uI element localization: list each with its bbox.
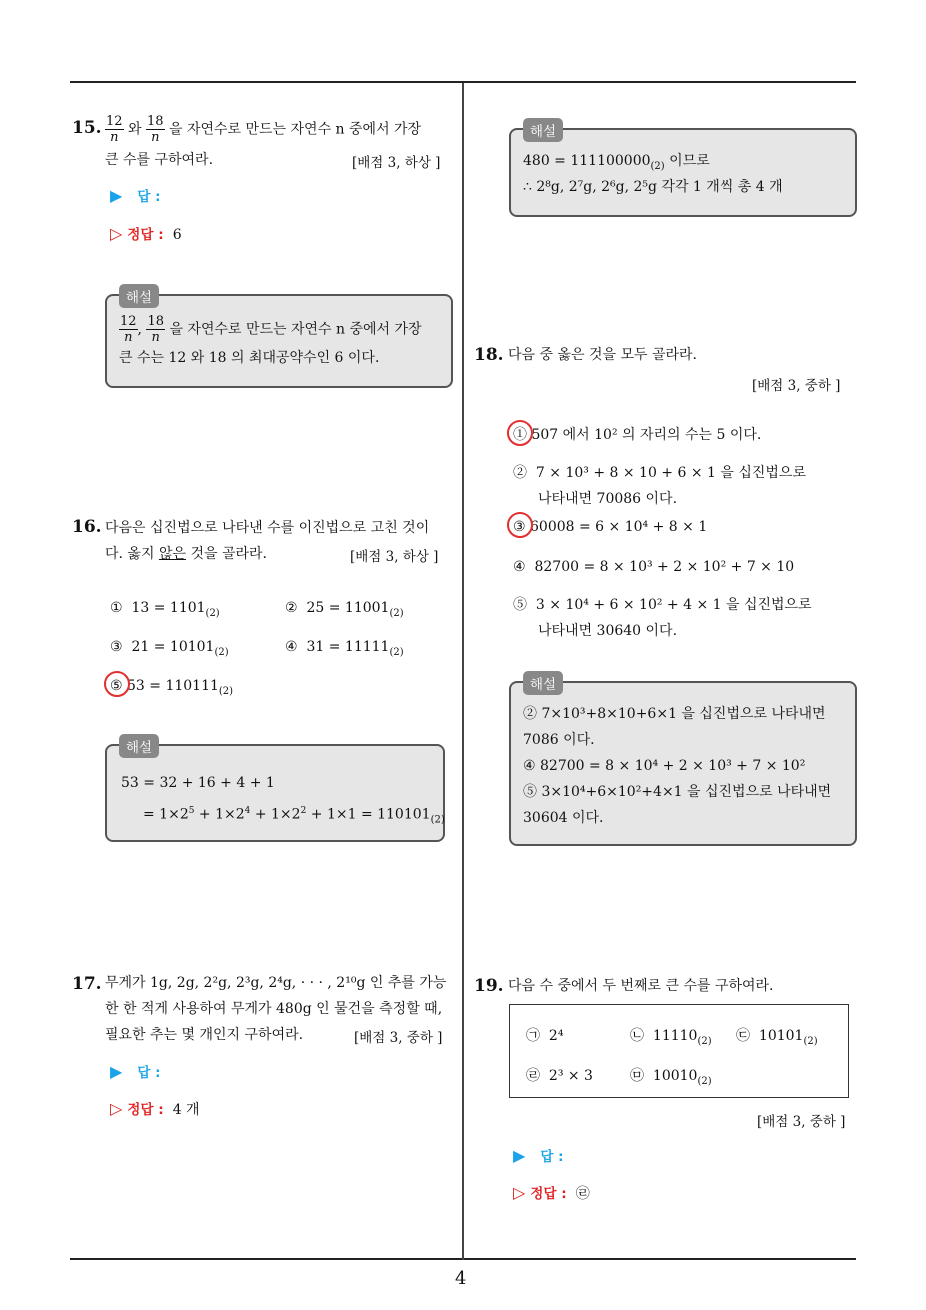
solution-tag: 해설 [119, 734, 159, 758]
correct-answer-row-19 [513, 1181, 590, 1207]
answer-row-17 [110, 1061, 161, 1081]
question-17-line1: 무게가 1g, 2g, 2²g, 2³g, 2⁴g, · · · , 2¹⁰g 인 추를 가능 [105, 975, 447, 991]
question-15-text: $\frac{12}{n}$ 와 $\frac{18}{n}$ 을 자연수로 만드는 자연수 n 중에서 가장 [106, 114, 422, 145]
solution-box-15 [105, 290, 453, 388]
question-15-meta: [배점 3, 하상 ] [352, 155, 441, 171]
answer-label: 답 : [137, 1065, 161, 1081]
solution-box-17 [509, 124, 857, 217]
option-18-3: ③ 60008 = 6 × 10⁴ + 8 × 1 [513, 519, 708, 535]
option-16-3: ③ $21 = 10101_{(2)}$ [110, 639, 229, 658]
solution-tag: 해설 [119, 284, 159, 308]
solution-18-line2: 7086 이다. [523, 732, 595, 748]
option-18-2: ② 7 × 10³ + 8 × 10 + 6 × 1 을 십진법으로 [513, 465, 806, 481]
outline-arrow-icon: ▷ [110, 1099, 123, 1118]
question-number-19: 19. [474, 976, 504, 996]
question-16-meta: [배점 3, 하상 ] [350, 549, 439, 565]
choice-19-d: ㉣ 2³ × 3 [526, 1068, 593, 1084]
solution-18-line4: ⑤ 3×10⁴+6×10²+4×1 을 십진법으로 나타내면 [523, 784, 832, 800]
correct-answer-label: 정답 : [127, 227, 164, 243]
option-16-4: ④ $31 = 11111_{(2)}$ [285, 639, 404, 658]
solution-15-line1: $\frac{12}{n}$ , $\frac{18}{n}$ 을 자연수로 만드는 자연수 n 중에서 가장 [120, 314, 422, 345]
choice-19-a: ㉠ 2⁴ [526, 1028, 564, 1044]
solution-17-line2: ∴ 2⁸g, 2⁷g, 2⁶g, 2⁵g 각각 1 개씩 총 4 개 [523, 179, 783, 195]
solution-17-line1: $480 = 111100000_{(2)}$ 이므로 [523, 153, 710, 172]
solution-18-line1: ② 7×10³+8×10+6×1 을 십진법으로 나타내면 [523, 706, 826, 722]
option-16-1: ① $13 = 1101_{(2)}$ [110, 600, 220, 619]
solution-tag: 해설 [523, 671, 563, 695]
option-18-2-line2: 나타내면 70086 이다. [538, 491, 678, 507]
question-number-15: 15. [72, 118, 102, 138]
correct-answer-value: ㉣ [575, 1186, 590, 1202]
choice-19-e: ㉤ $10010_{(2)}$ [630, 1068, 712, 1087]
question-19-line1: 다음 수 중에서 두 번째로 큰 수를 구하여라. [508, 978, 774, 994]
answer-label: 답 : [137, 189, 161, 205]
answer-row-15 [110, 185, 161, 205]
option-18-5-line2: 나타내면 30640 이다. [538, 623, 678, 639]
selected-answer-circle-icon [507, 512, 533, 538]
question-17-line3: 필요한 추는 몇 개인지 구하여라. [105, 1027, 304, 1043]
correct-answer-row-17 [110, 1097, 200, 1123]
play-arrow-icon: ▶ [513, 1146, 526, 1165]
solution-box-18 [509, 677, 857, 846]
question-number-18: 18. [474, 345, 504, 365]
option-18-1: ① 507 에서 10² 의 자리의 수는 5 이다. [513, 427, 762, 443]
selected-answer-circle-icon [104, 671, 130, 697]
question-15-text-line2: 큰 수를 구하여라. [105, 152, 214, 168]
option-16-2: ② $25 = 11001_{(2)}$ [285, 600, 404, 619]
question-17-line2: 한 한 적게 사용하여 무게가 480g 인 물건을 측정할 때, [105, 1001, 443, 1017]
column-divider [462, 83, 464, 1260]
correct-answer-row-15 [110, 222, 182, 248]
correct-answer-value: 4 개 [172, 1102, 200, 1118]
selected-answer-circle-icon [507, 420, 533, 446]
fraction-12-n: $\frac{12}{n}$ [106, 114, 123, 145]
question-17-meta: [배점 3, 중하 ] [354, 1030, 443, 1046]
solution-16-line2: = $1\times 2^5 + 1\times 2^4 + 1\times 2^2 + 1\times 1 = 110101_{(2)}$ [143, 806, 445, 826]
solution-box-16 [105, 740, 445, 842]
question-16-line1: 다음은 십진법으로 나타낸 수를 이진법으로 고친 것이 [105, 520, 430, 536]
outline-arrow-icon: ▷ [110, 224, 123, 243]
solution-18-line5: 30604 이다. [523, 810, 604, 826]
solution-18-line3: ④ 82700 = 8 × 10⁴ + 2 × 10³ + 7 × 10² [523, 758, 806, 774]
answer-label: 답 : [540, 1149, 564, 1165]
answer-row-19 [513, 1145, 564, 1165]
outline-arrow-icon: ▷ [513, 1183, 526, 1202]
correct-answer-label: 정답 : [530, 1186, 567, 1202]
question-18-line1: 다음 중 옳은 것을 모두 골라라. [508, 347, 697, 363]
option-18-4: ④ 82700 = 8 × 10³ + 2 × 10² + 7 × 10 [513, 559, 795, 575]
fraction-18-n: $\frac{18}{n}$ [146, 114, 164, 145]
solution-tag: 해설 [523, 118, 563, 142]
page-number: 4 [455, 1268, 467, 1289]
question-number-16: 16. [72, 517, 102, 537]
correct-answer-label: 정답 : [127, 1102, 164, 1118]
solution-15-line2: 큰 수는 12 와 18 의 최대공약수인 6 이다. [119, 350, 380, 366]
correct-answer-value: 6 [172, 227, 182, 243]
option-16-5: ⑤ $53 = 110111_{(2)}$ [110, 678, 234, 697]
play-arrow-icon: ▶ [110, 186, 123, 205]
question-number-17: 17. [72, 974, 102, 994]
option-18-5: ⑤ 3 × 10⁴ + 6 × 10² + 4 × 1 을 십진법으로 [513, 597, 812, 613]
question-16-line2: 다. 옳지 않은 것을 골라라. [105, 546, 267, 562]
choice-19-b: ㉡ $11110_{(2)}$ [630, 1028, 712, 1047]
question-19-meta: [배점 3, 중하 ] [757, 1114, 846, 1130]
choice-19-c: ㉢ $10101_{(2)}$ [736, 1028, 818, 1047]
play-arrow-icon: ▶ [110, 1062, 123, 1081]
question-18-meta: [배점 3, 중하 ] [752, 378, 841, 394]
solution-16-line1: 53 = 32 + 16 + 4 + 1 [121, 775, 275, 791]
question-19-choices-box [509, 1004, 849, 1098]
